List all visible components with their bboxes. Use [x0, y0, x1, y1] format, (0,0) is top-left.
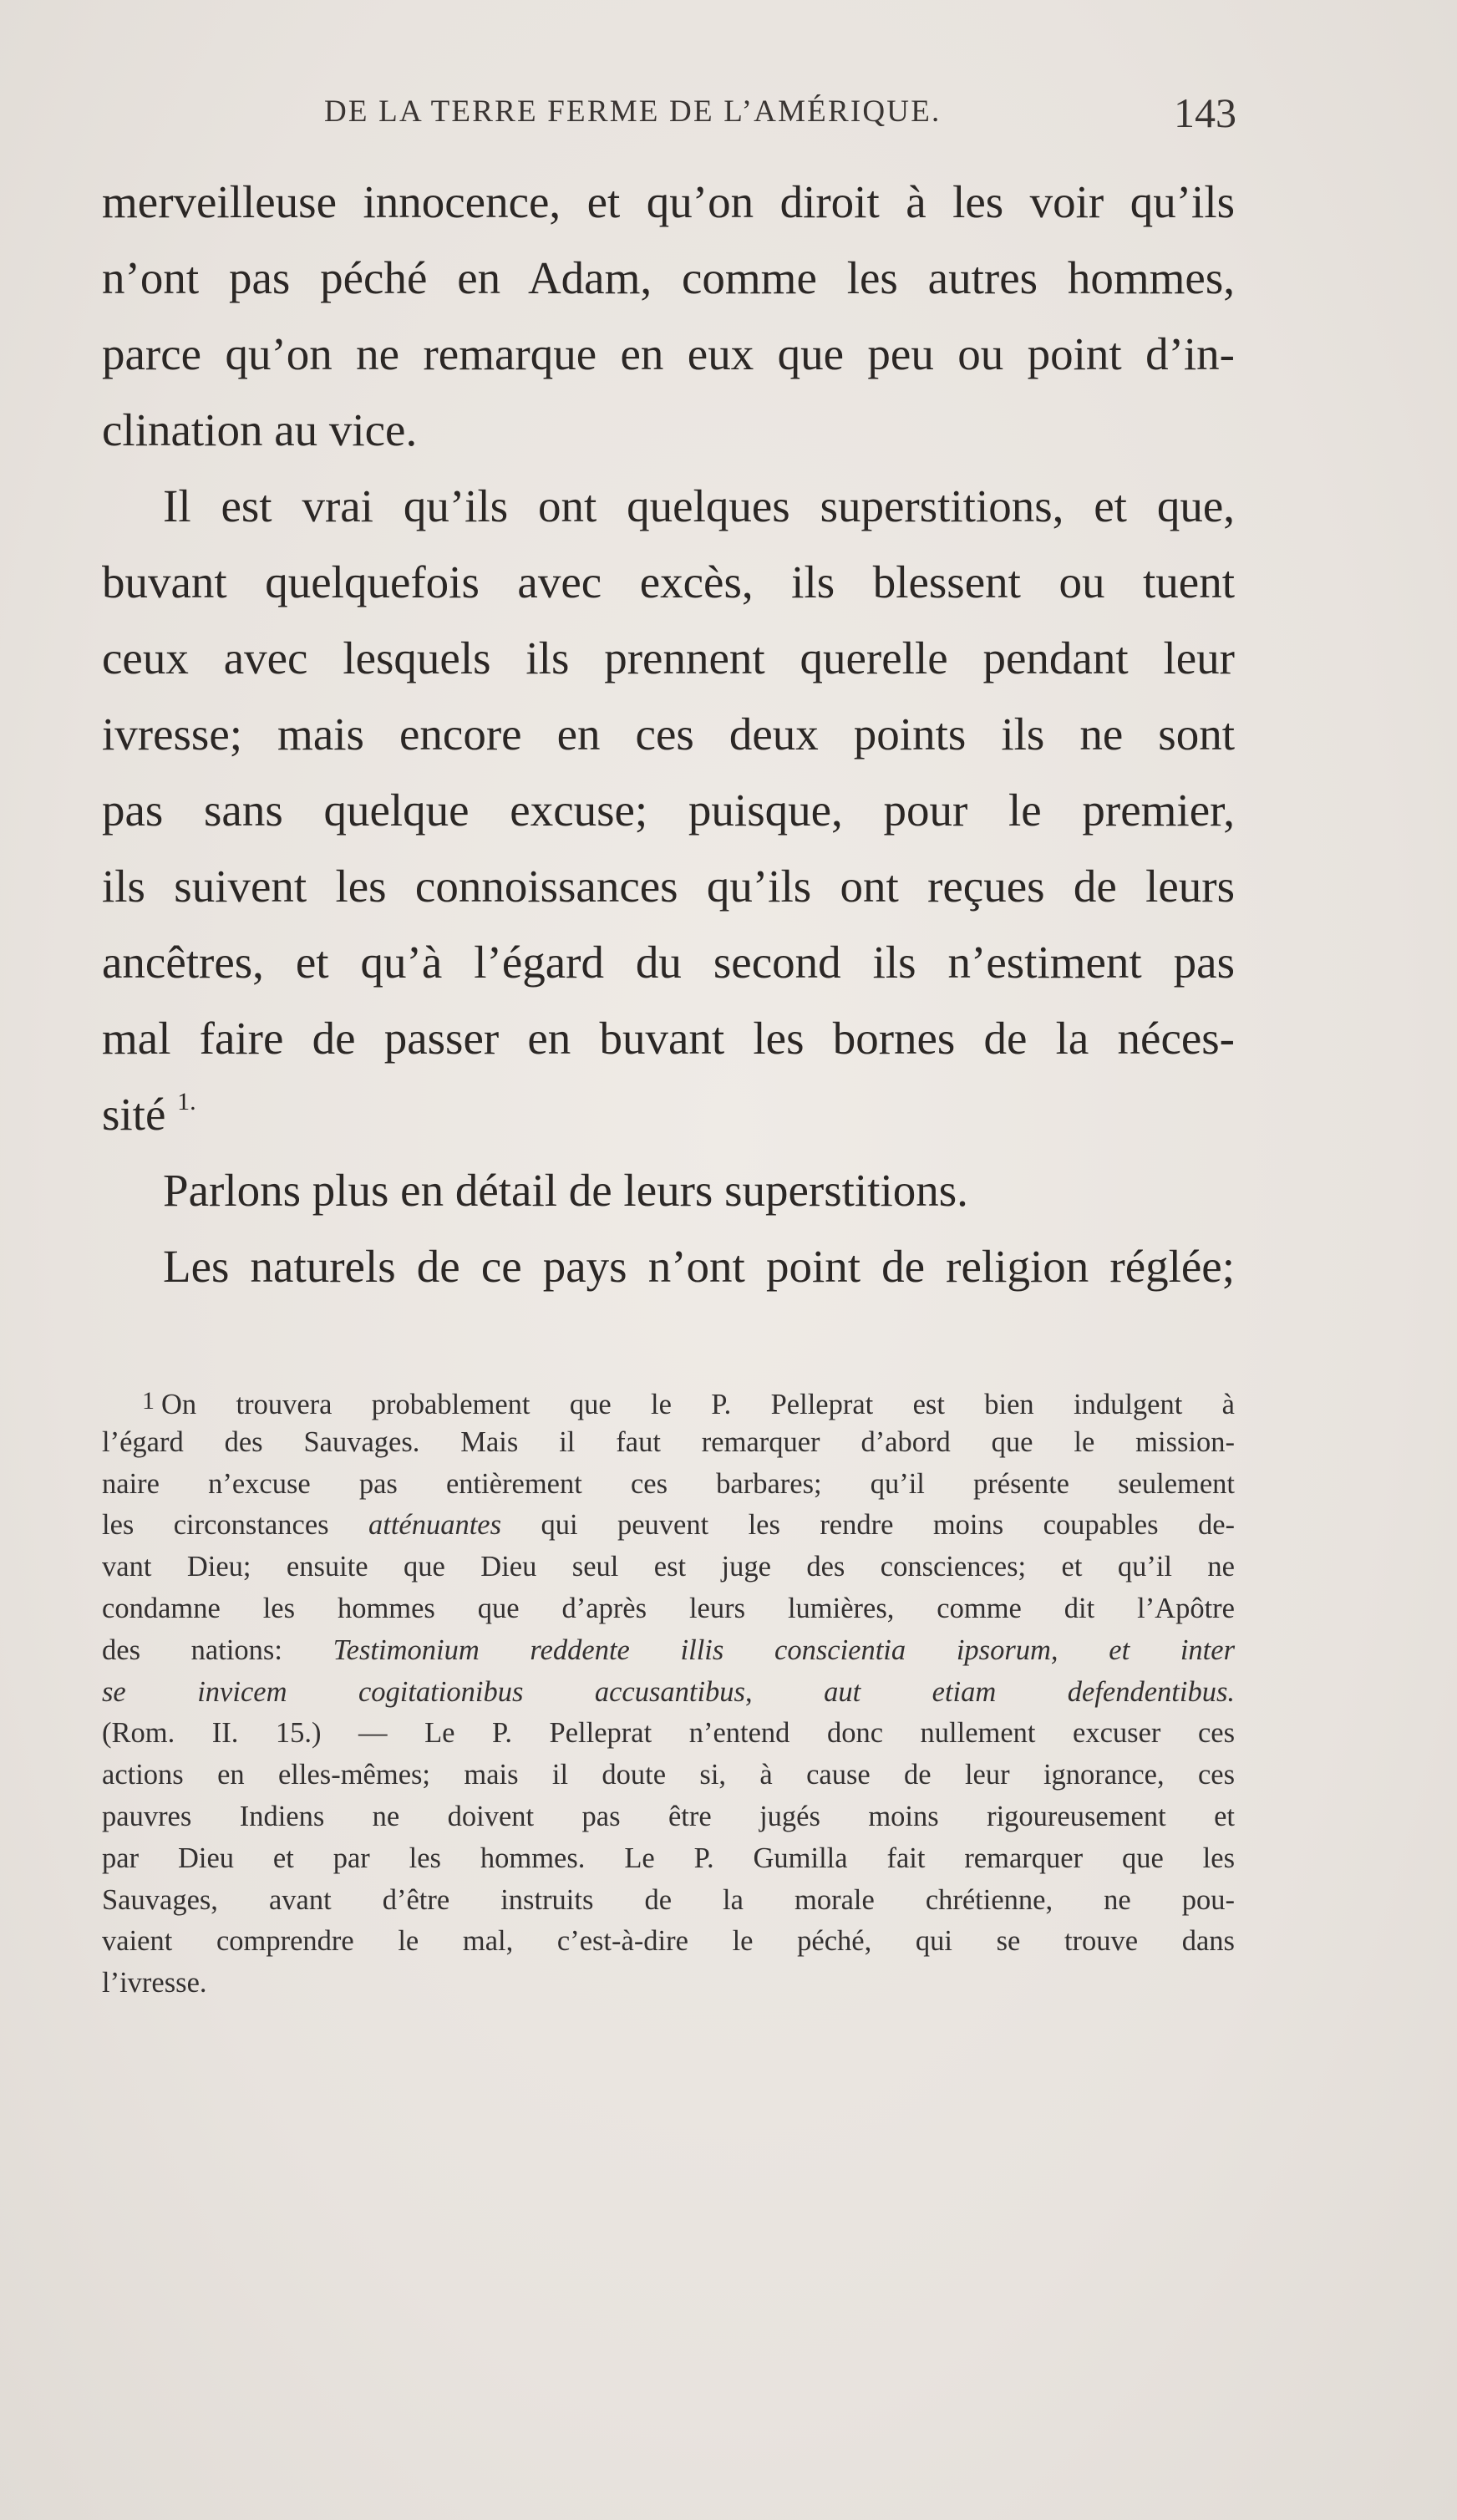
footnote-line: l’ivresse.: [102, 1967, 207, 1999]
footnote-text: qui peuvent les rendre moins coupables de-: [501, 1509, 1235, 1542]
text-line: clination au vice.: [102, 404, 418, 455]
footnote: [102, 1380, 1235, 2004]
footnote-text: des nations:: [102, 1633, 333, 1666]
text-line: Parlons plus en détail de leurs superstitions.: [163, 1165, 968, 1216]
text-line: merveilleuse innocence, et qu’on diroit à les voir qu’ils: [102, 176, 1235, 227]
footnote-line: [102, 1380, 1235, 1422]
footnote-marker: 1: [142, 1387, 155, 1415]
footnote-latin-quote: aut etiam defendentibus.: [824, 1675, 1235, 1708]
text-line: buvant quelquefois avec excès, ils blessent ou tuent: [102, 556, 1235, 607]
text-line: mal faire de passer en buvant les bornes de la néces-: [102, 1013, 1235, 1064]
text-line-with-footnote-ref: [102, 1076, 1235, 1152]
text-line: Il est vrai qu’ils ont quelques superstitions, et que,: [163, 480, 1235, 531]
footnote-line: [102, 1672, 1235, 1714]
footnote-line: [102, 1505, 1235, 1547]
text-line: n’ont pas péché en Adam, comme les autres hommes,: [102, 252, 1235, 303]
text-line: parce qu’on ne remarque en eux que peu ou point d’in-: [102, 328, 1235, 379]
footnote-line: vant Dieu; ensuite que Dieu seul est juge des consciences; et qu’il ne: [102, 1551, 1235, 1583]
text-line: Les naturels de ce pays n’ont point de religion réglée;: [163, 1241, 1235, 1292]
footnote-line: pauvres Indiens ne doivent pas être jugés moins rigoureusement et: [102, 1800, 1235, 1832]
footnote-reference: 1.: [177, 1088, 196, 1115]
text-line: ancêtres, et qu’à l’égard du second ils n’estiment pas: [102, 937, 1235, 988]
footnote-line: (Rom. II. 15.) — Le P. Pelleprat n’entend donc nullement excuser ces: [102, 1717, 1235, 1750]
footnote-latin-quote: se invicem cogitationibus accusantibus: [102, 1675, 745, 1708]
text-line: ivresse; mais encore en ces deux points ils ne sont: [102, 709, 1235, 760]
body-text: [102, 164, 1235, 1304]
footnote-line: naire n’excuse pas entièrement ces barbares; qu’il présente seulement: [102, 1467, 1235, 1500]
running-head: [100, 89, 1236, 147]
text-line: ils suivent les connoissances qu’ils ont reçues de leurs: [102, 861, 1235, 912]
text-line: ceux avec lesquels ils prennent querelle pendant leur: [102, 633, 1235, 683]
footnote-line: vaient comprendre le mal, c’est-à-dire le péché, qui se trouve dans: [102, 1925, 1235, 1958]
footnote-text: ,: [744, 1675, 825, 1708]
running-title: DE LA TERRE FERME DE L’AMÉRIQUE.: [324, 94, 942, 129]
footnote-italic-text: atténuantes: [368, 1509, 502, 1542]
footnote-latin-quote: Testimonium reddente illis conscientia ipsorum, et inter: [333, 1633, 1236, 1666]
text-line: sité: [102, 1089, 166, 1140]
footnote-text: les circonstances: [102, 1509, 368, 1542]
footnote-line: [102, 1630, 1235, 1672]
footnote-line: condamne les hommes que d’après leurs lumières, comme dit l’Apôtre: [102, 1592, 1235, 1624]
footnote-line: par Dieu et par les hommes. Le P. Gumilla fait remarquer que les: [102, 1842, 1235, 1874]
footnote-line: Sauvages, avant d’être instruits de la morale chrétienne, ne pou-: [102, 1883, 1235, 1916]
footnote-line: actions en elles-mêmes; mais il doute si, à cause de leur ignorance, ces: [102, 1759, 1235, 1791]
page-number: 143: [1174, 89, 1236, 136]
footnote-line: l’égard des Sauvages. Mais il faut remarquer d’abord que le mission-: [102, 1425, 1235, 1458]
text-line: pas sans quelque excuse; puisque, pour le premier,: [102, 785, 1235, 836]
footnote-text: On trouvera probablement que le P. Pelleprat est bien indulgent à: [161, 1389, 1235, 1420]
